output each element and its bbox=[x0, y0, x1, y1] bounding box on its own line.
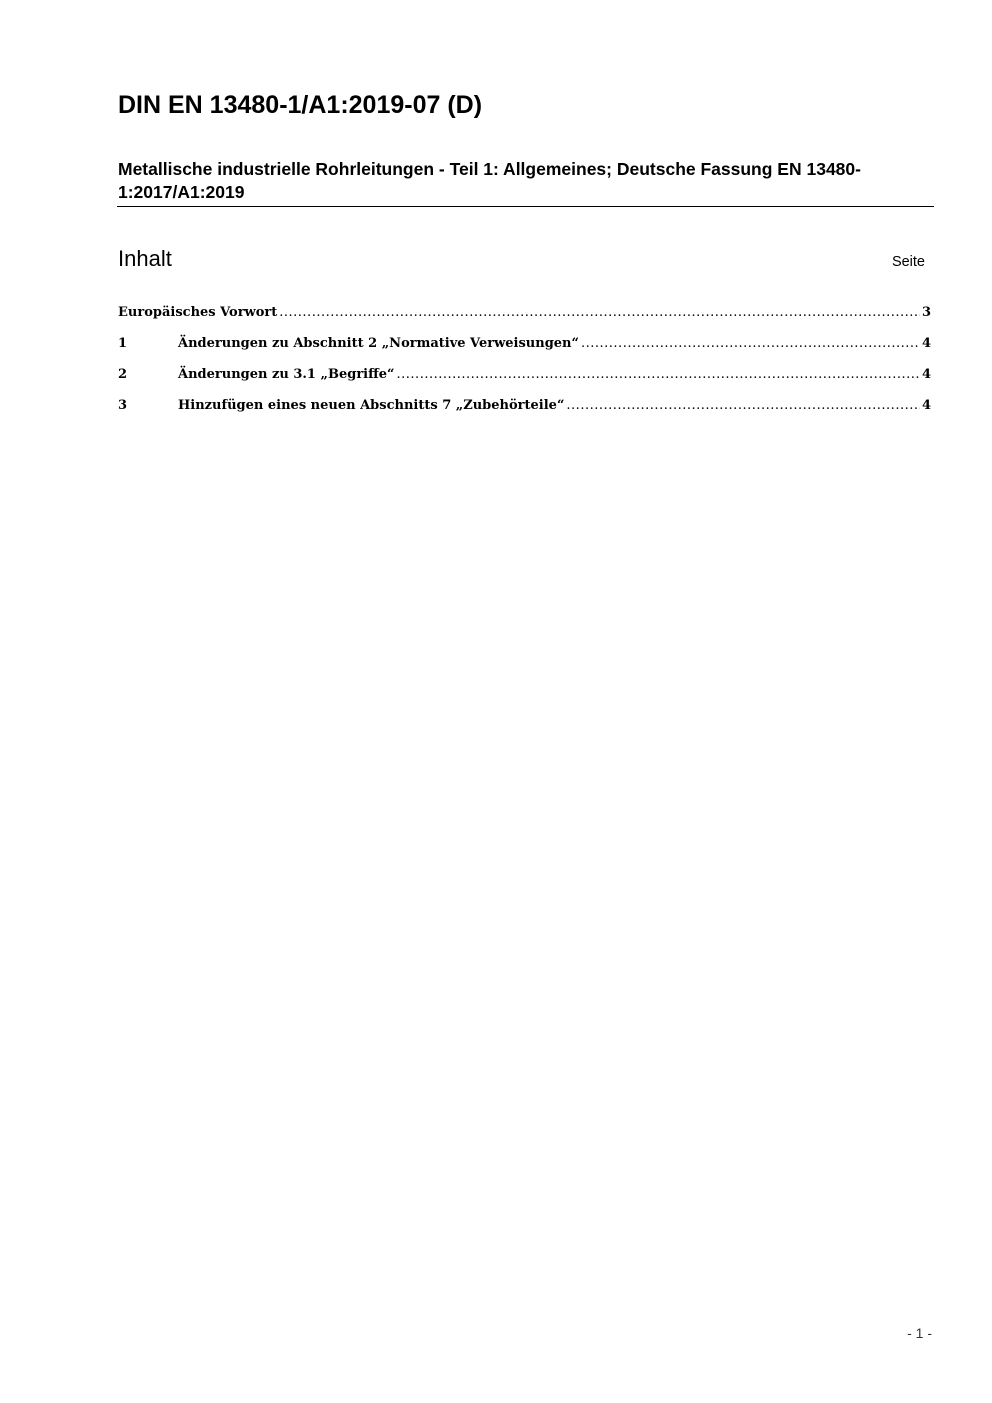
toc-heading: Inhalt bbox=[118, 246, 172, 271]
document-title: DIN EN 13480-1/A1:2019-07 (D) bbox=[118, 91, 483, 119]
page-number: - 1 - bbox=[907, 1325, 932, 1341]
toc-leader-dots bbox=[566, 394, 920, 418]
toc-entry-number: 2 bbox=[118, 367, 128, 382]
toc-entry-label: Europäisches Vorwort bbox=[118, 305, 278, 320]
toc-entry-section-2[interactable] bbox=[118, 363, 931, 387]
toc-entry-label: Änderungen zu Abschnitt 2 „Normative Verweisungen“ bbox=[178, 336, 579, 351]
toc-leader-dots bbox=[581, 332, 920, 356]
toc-entry-page: 4 bbox=[921, 367, 931, 382]
document-subtitle: Metallische industrielle Rohrleitungen - Teil 1: Allgemeines; Deutsche Fassung EN 13480-1:2017/A1:2019 bbox=[118, 159, 861, 202]
toc-entry-number: 3 bbox=[118, 398, 128, 413]
toc-entry-label: Hinzufügen eines neuen Abschnitts 7 „Zubehörteile“ bbox=[178, 398, 565, 413]
toc-entry-label: Änderungen zu 3.1 „Begriffe“ bbox=[178, 367, 395, 382]
toc-page-column-label: Seite bbox=[891, 254, 925, 270]
table-of-contents bbox=[118, 301, 931, 425]
toc-entry-page: 3 bbox=[921, 305, 931, 320]
toc-entry-foreword[interactable] bbox=[118, 301, 931, 325]
title-divider bbox=[117, 206, 934, 207]
toc-entry-page: 4 bbox=[921, 336, 931, 351]
toc-entry-page: 4 bbox=[921, 398, 931, 413]
toc-leader-dots bbox=[279, 301, 920, 325]
toc-entry-number: 1 bbox=[118, 336, 128, 351]
toc-entry-section-1[interactable] bbox=[118, 332, 931, 356]
toc-entry-section-3[interactable] bbox=[118, 394, 931, 418]
toc-leader-dots bbox=[397, 363, 920, 387]
